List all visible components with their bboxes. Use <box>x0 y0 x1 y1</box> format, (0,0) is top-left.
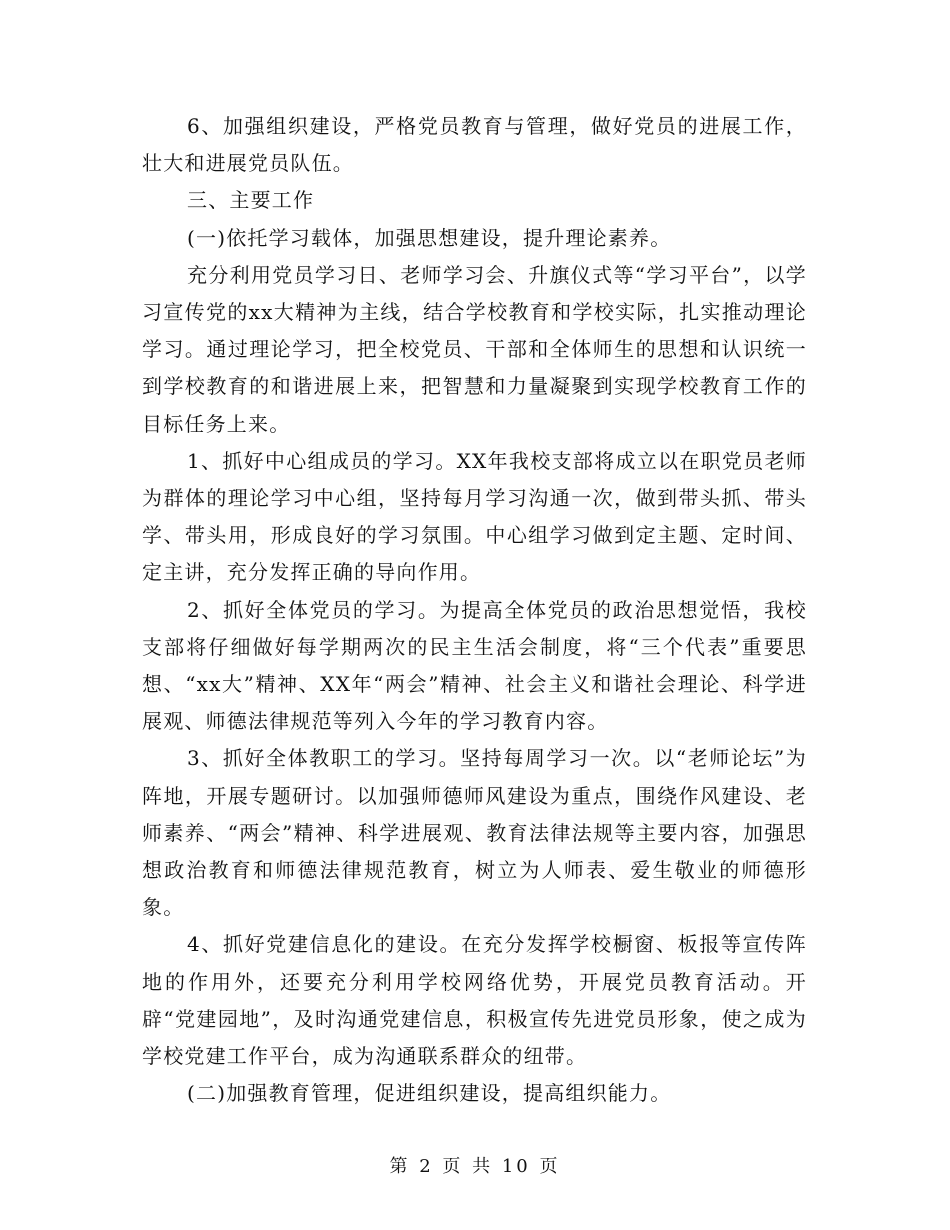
subsection-heading-2: (二)加强教育管理，促进组织建设，提高组织能力。 <box>187 1081 672 1106</box>
paragraph-item-6: 6、加强组织建设，严格党员教育与管理，做好党员的进展工作，壮大和进展党员队伍。 <box>142 114 807 176</box>
paragraph-study-platform: 充分利用党员学习日、老师学习会、升旗仪式等“学习平台”，以学习宣传党的xx大精神为主线，结合学校教育和学校实际，扎实推动理论学习。通过理论学习，把全校党员、干部和全体师生的思想和认识统一到学校教育的和谐进展上来，把智慧和力量凝聚到实现学校教育工作的目标任务上来。 <box>142 262 807 436</box>
paragraph-item-4: 4、抓好党建信息化的建设。在充分发挥学校橱窗、板报等宣传阵地的作用外，还要充分利用学校网络优势，开展党员教育活动。开辟“党建园地”，及时沟通党建信息，积极宣传先进党员形象，使之成为学校党建工作平台，成为沟通联系群众的纽带。 <box>142 932 807 1069</box>
subsection-heading-1: (一)依托学习载体，加强思想建设，提升理论素养。 <box>187 225 672 250</box>
paragraph-item-3: 3、抓好全体教职工的学习。坚持每周学习一次。以“老师论坛”为阵地，开展专题研讨。以加强师德师风建设为重点，围绕作风建设、老师素养、“两会”精神、科学进展观、教育法律法规等主要内容，加强思想政治教育和师德法律规范教育，树立为人师表、爱生敬业的师德形象。 <box>142 746 807 920</box>
section-heading-main-work: 三、主要工作 <box>187 188 315 213</box>
paragraph-item-1: 1、抓好中心组成员的学习。XX年我校支部将成立以在职党员老师为群体的理论学习中心组，坚持每月学习沟通一次，做到带头抓、带头学、带头用，形成良好的学习氛围。中心组学习做到定主题、定时间、定主讲，充分发挥正确的导向作用。 <box>142 448 807 585</box>
paragraph-item-2: 2、抓好全体党员的学习。为提高全体党员的政治思想觉悟，我校支部将仔细做好每学期两次的民主生活会制度，将“三个代表”重要思想、“xx大”精神、XX年“两会”精神、社会主义和谐社会理论、科学进展观、师德法律规范等列入今年的学习教育内容。 <box>142 597 807 734</box>
page-number-footer: 第 2 页 共 10 页 <box>389 1156 561 1177</box>
document-body <box>142 108 807 1112</box>
